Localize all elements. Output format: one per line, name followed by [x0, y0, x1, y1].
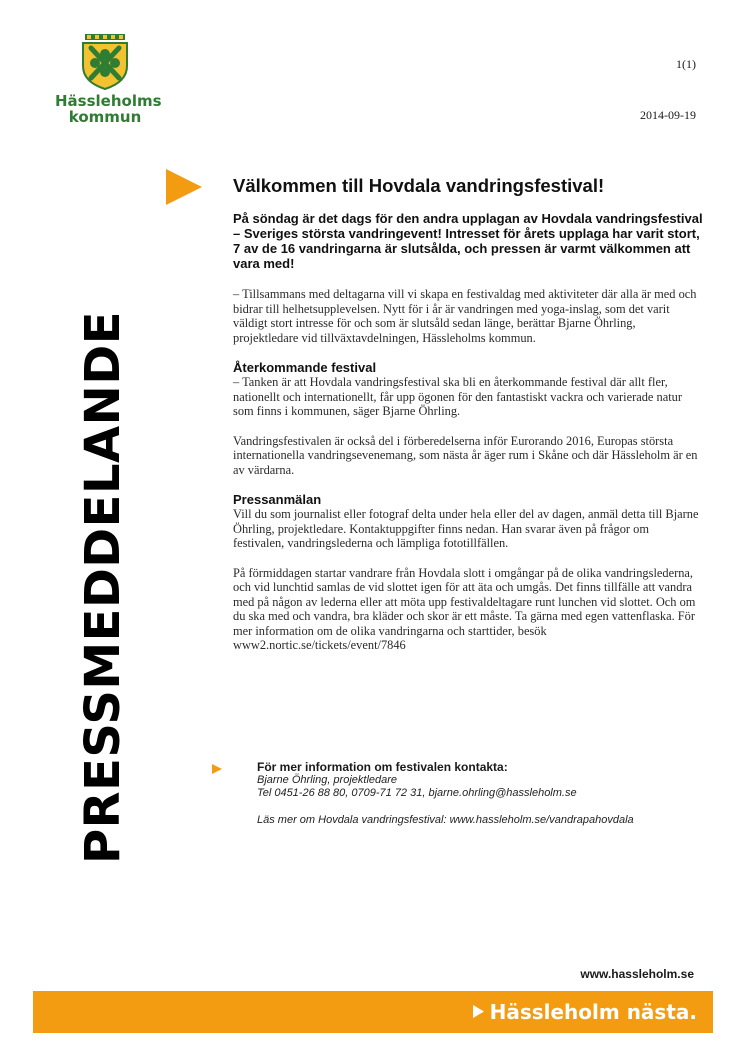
section-heading-press-registration: Pressanmälan: [233, 492, 322, 507]
slogan-arrow-icon: [473, 1005, 484, 1018]
article-title: Välkommen till Hovdala vandringsfestival!: [233, 175, 605, 196]
section-1-paragraph-1: – Tanken är att Hovdala vandringsfestival ska bli en återkommande festival där allt fler, nationellt och internationellt, får upp ögonen för den fantastiskt vackra och varierade natur som finns i kommunen, säger Bjarne Öhrling.: [233, 375, 682, 418]
press-release-vertical-title: [75, 208, 131, 868]
vertical-title-text: PRESSMEDDELANDE: [75, 311, 131, 864]
section-2-paragraph-2: På förmiddagen startar vandrare från Hovdala slott i omgångar på de olika vandringslederna, och vid lunchtid samlas de vid slottet igen för att äta och umgås. Det finns tillfälle att vandra med på någon av lederna eller att möta upp festivaldeltagare runt lunchen vid slottet. Och om du ska med och vandra, bra kläder och skor är ett måste. Ta gärna med egen vattenflaska. För mer information om de olika vandringarna och starttider, besök www2.nortic.se/tickets/event/7846: [233, 565, 696, 652]
logo-line-2: kommun: [68, 108, 142, 126]
logo-line-1: Hässleholms: [55, 92, 162, 110]
article-paragraph-1: – Tillsammans med deltagarna vill vi skapa en festivaldag med aktiviteter där alla är med och bidrar till helhetsupplevelsen. Nytt för i år är vandringen med yoga-inslag, som det varit väldigt stort intresse för och som är slutsåld sedan länge, berättar Bjarne Öhrling, projektledare vid tillväxtavdelningen, Hässleholms kommun.: [233, 287, 697, 345]
slogan-text: Hässleholm nästa.: [489, 1000, 697, 1024]
footer-banner: [33, 991, 713, 1033]
read-more-link[interactable]: Läs mer om Hovdala vandringsfestival: www.hassleholm.se/vandrapahovdala: [257, 814, 634, 826]
slogan: [473, 1000, 697, 1024]
website-link[interactable]: www.hassleholm.se: [580, 967, 694, 981]
section-2-paragraph-1: Vill du som journalist eller fotograf delta under hela eller del av dagen, anmäl detta till Bjarne Öhrling, projektledare. Kontaktuppgifter finns nedan. Han svarar även på frågor om festivalen, vandringslederna och lämpliga fototillfällen.: [233, 507, 699, 550]
article-lead: På söndag är det dags för den andra upplagan av Hovdala vandringsfestival – Sveriges största vandringevent! Intresset för årets upplaga har varit stort, 7 av de 16 vandringarna är slutsålda, och pressen är varmt välkommen att vara med!: [233, 211, 703, 271]
contact-block: [233, 761, 713, 827]
orange-arrow-icon: [165, 168, 203, 206]
coat-of-arms-icon: [81, 32, 129, 90]
page-number: 1(1): [676, 57, 696, 71]
section-heading-recurring-festival: Återkommande festival: [233, 360, 377, 375]
document-date: 2014-09-19: [640, 108, 696, 122]
logo-wordmark: [55, 92, 162, 126]
municipality-logo: [55, 32, 162, 126]
contact-phone-email: Tel 0451-26 88 80, 0709-71 72 31, bjarne.ohrling@hassleholm.se: [257, 787, 577, 799]
section-1-paragraph-2: Vandringsfestivalen är också del i förberedelserna inför Eurorando 2016, Europas största internationella vandringsevenemang, som nästa år äger rum i Skåne och där Hässleholm är en av värdarna.: [233, 433, 698, 477]
contact-heading: För mer information om festivalen kontakta:: [257, 760, 508, 774]
article: [233, 175, 703, 668]
contact-name-role: Bjarne Öhrling, projektledare: [257, 774, 398, 786]
small-orange-arrow-icon: [212, 764, 222, 774]
